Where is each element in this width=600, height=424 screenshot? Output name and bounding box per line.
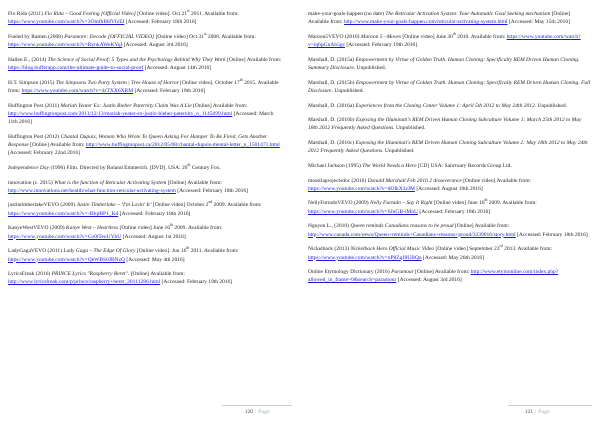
reference-link[interactable]: https://www.youtube.com/watch?v=3OmfhBHVIzEI xyxy=(8,19,125,26)
reference-author-year: KanyeWestVEVO (2009) xyxy=(8,225,66,232)
ordinal-suffix: nd xyxy=(208,200,213,205)
reference-detail: . Unpublished. xyxy=(382,148,415,155)
reference-title: Nickelback Hero Official Music Video xyxy=(350,246,435,253)
reference-title: Paramore: Decode [OFFICIAL VIDEO] xyxy=(64,33,155,40)
reference-detail: [CD] USA: Sanctuary Records Group Ltd. xyxy=(416,162,512,169)
right-page xyxy=(300,0,600,424)
reference-link[interactable]: https://www.youtube.com/watch?v=nP8ZqJ8UBQo xyxy=(308,254,422,261)
ordinal-suffix: th xyxy=(187,163,191,168)
reference-detail: 2009. Available from: xyxy=(173,225,223,232)
reference-accessed: [Accessed: August 10th 2016] xyxy=(414,185,483,192)
reference-author-year: mosstlaprojectsdoc (2016) xyxy=(308,177,368,184)
footer-separator: | xyxy=(254,409,257,415)
reference-detail: 2015. Available from: xyxy=(8,79,279,94)
reference-accessed: [Accessed: May 15th 2016] xyxy=(507,19,570,26)
reference-detail: [Online] Available from: xyxy=(453,223,510,230)
reference-detail: [Online] Available from: xyxy=(166,179,222,186)
reference-title: Flo Rida – Good Feeling [Official Video] xyxy=(44,11,136,17)
reference-author-year: Huffington Post (2012) xyxy=(8,133,61,140)
reference-link[interactable]: https://www.youtube.com/watch?v=-BIqtBP1_Kd xyxy=(8,210,119,217)
reference-entry xyxy=(308,10,592,27)
reference-accessed: [Accessed: February 18th 2016] xyxy=(175,187,248,194)
reference-accessed: [Accessed: February 19th 2016] xyxy=(160,279,233,286)
reference-link[interactable]: http://www.lyricsfreak.com/p/prince/raspberry+beret_20111286.html xyxy=(8,279,161,286)
reference-author-year: LadyGagaVEVO (2011) xyxy=(8,248,64,255)
reference-detail: [Online video] June 16 xyxy=(432,200,485,207)
reference-accessed: [Accessed: February 18th 2016] xyxy=(515,231,588,238)
reference-detail: Century Fox. xyxy=(190,164,221,171)
reference-title: Empowerment by Virtue of Golden Truth. Human Cloning: Specifically REM Driven Human Cloning. Summary Disclosure xyxy=(308,56,580,72)
reference-entry xyxy=(308,245,592,262)
reference-link[interactable]: https://www.youtube.com/watch?v=Co0tTeuUYbU xyxy=(8,233,122,240)
reference-detail: [Online] Available from: xyxy=(413,269,471,276)
reference-entry xyxy=(308,33,592,50)
reference-title: Experiences from the Cloning Center Volume 1: April 5th 2012 to May 24th 2012 xyxy=(355,102,535,109)
reference-accessed: [Accessed: February 22nd 2016] xyxy=(8,150,80,157)
page-number: 121 xyxy=(524,409,533,415)
reference-detail: . Unpublished. xyxy=(534,102,567,109)
reference-entry xyxy=(8,79,284,96)
reference-link[interactable]: http://www.huffingtonpost.com/2011/12/13/mariah-yeater-ex-justin-bieber-paternity_n_1145699.html xyxy=(8,110,233,117)
reference-entry xyxy=(8,164,284,172)
reference-accessed: [Accessed: February 18th 2016] xyxy=(124,19,197,26)
reference-entry xyxy=(308,56,592,73)
page-footer-right xyxy=(525,409,550,415)
reference-accessed: [Accessed: March 11th 2016] xyxy=(8,110,274,126)
page-label: Page xyxy=(258,409,270,415)
reference-link[interactable]: https://www.youtube.com/watch?v=dOlkX3zJM xyxy=(308,185,415,192)
reference-title: Chantal Dupuis, Woman Who Wrote To Queen Asking For Hamper To Be Fired, Gets Another Response xyxy=(8,133,268,149)
reference-link[interactable]: https://www.youtube.com/watch?v=QeWBS0JBNzQ xyxy=(8,256,126,263)
reference-link[interactable]: http://www.canada.com/news/Queen+reminds+Canadians+reasons+proud/3239016/story.html xyxy=(308,231,516,238)
reference-entry xyxy=(8,56,284,73)
reference-detail: . Unpublished. xyxy=(393,125,426,132)
reference-accessed: [Accessed: February 18th 2016] xyxy=(417,208,491,215)
reference-author-year: Nguyen L., (2010) xyxy=(308,223,351,230)
reference-entry xyxy=(308,116,592,133)
ordinal-suffix: th xyxy=(239,77,243,82)
reference-entry xyxy=(8,270,284,287)
left-reference-list xyxy=(8,10,284,293)
reference-link[interactable]: https://www.youtube.com/watch?v=4zTXX6XRM xyxy=(21,87,134,94)
reference-entry xyxy=(308,268,592,285)
reference-link[interactable]: http://www.etymonline.com/index.php?allowed_in_frame=0&search=paramour xyxy=(308,269,559,284)
reference-detail: [Online video] September 23 xyxy=(434,246,500,253)
reference-title: Empowerment by Virtue of Golden Truth. Human Cloning: Specifically REM Driven Human Cloning. Full Disclosure xyxy=(308,79,591,94)
reference-detail: [Online video]. Jun 16 xyxy=(135,248,187,255)
reference-detail: [Online] Available from: xyxy=(225,56,282,63)
footer-rule xyxy=(222,405,292,406)
reference-accessed: [Accessed: August 3rd 2016] xyxy=(122,42,188,49)
ordinal-suffix: st xyxy=(187,9,190,14)
page-number: 120 xyxy=(244,409,253,415)
footer-rule xyxy=(508,405,592,406)
reference-detail: 2010. Available from: xyxy=(455,33,507,40)
reference-detail: [Online] Available from: xyxy=(28,142,86,149)
reference-link[interactable]: https://www.youtube.com/watch?v=6JnGB-iMnU xyxy=(308,208,418,215)
ordinal-suffix: rd xyxy=(499,244,503,249)
reference-entry xyxy=(8,224,284,241)
reference-detail: . Unpublished. xyxy=(331,87,364,94)
ordinal-suffix: th xyxy=(484,198,488,203)
reference-entry xyxy=(308,222,592,239)
reference-entry xyxy=(308,162,592,170)
reference-link[interactable]: http://www.innovations.net/health/what-function-reticular-activating-system xyxy=(8,187,176,194)
reference-author-year: H.T. Simpson (2015) xyxy=(8,79,56,86)
reference-accessed: [Accessed: May 4th 2016] xyxy=(125,256,185,263)
reference-title: The World Needs a Hero xyxy=(362,162,417,169)
reference-author-year: NellyFurtadoVEVO (2009) xyxy=(308,200,371,207)
ordinal-suffix: th xyxy=(186,246,190,251)
reference-author-year: Flo Rida (2011) xyxy=(8,11,45,17)
reference-title: Mariah Yeater Ex: Justin Bieber Paternity Claim Was A Lie xyxy=(60,102,192,109)
reference-accessed: [Accessed: May 26th 2016] xyxy=(421,254,484,261)
reference-detail: . [Online] Available from: xyxy=(127,271,185,278)
reference-detail: 2011. Available from: xyxy=(189,248,239,255)
reference-title: Donald Marshall Feb 2016 2 disseverance xyxy=(367,177,462,184)
reference-author-year: LyricsFreak (2016) xyxy=(8,271,52,278)
reference-title: Nelly Furtado – Say It Right xyxy=(370,200,433,207)
reference-detail: [Online] Available from: xyxy=(308,11,571,26)
reference-title: The Reticular Activation System: Your Automatic Goal Seeking mechanism xyxy=(385,11,551,17)
reference-title: Lady Gaga – The Edge Of Glory xyxy=(63,248,136,255)
reference-detail: [Online video] Oct 31 xyxy=(154,33,204,40)
reference-detail: [Online video] June 30 xyxy=(400,33,453,40)
reference-detail: [Online video]. October 17 xyxy=(178,79,240,86)
reference-link[interactable]: http://www.huffingtonpost.ca/2012/05/08/chantal-dupuis-mental-letter_n_1501471.html xyxy=(85,142,280,149)
reference-author-year: Marshall, D. (2016b) xyxy=(308,117,356,124)
reference-title: PRINCE Lyrics "Raspberry Beret" xyxy=(51,271,128,278)
reference-title: What is the function of Reticular Activating System xyxy=(54,179,167,186)
page-footer-left xyxy=(245,409,270,415)
reference-link[interactable]: https://www.youtube.com/watch?v=RvnkAWeKYqI xyxy=(8,42,123,49)
reference-author-year: Marshall, D. (2016a) xyxy=(308,102,356,109)
reference-link[interactable]: https://www.youtube.com/watch?v=iq6pGnAb5gc xyxy=(308,33,581,49)
reference-entry xyxy=(8,133,284,158)
reference-detail: 2009. Available from: xyxy=(487,200,537,207)
reference-detail: [Online video] June 16 xyxy=(118,225,171,232)
reference-author-year: Maroon5VEVO (2010) xyxy=(308,33,361,40)
reference-title: Kanye West – Heartless xyxy=(65,225,119,232)
reference-entry xyxy=(8,33,284,50)
reference-link[interactable]: http://www.make-your-goals-happen.com/reticular-activating-system.html xyxy=(343,19,508,26)
reference-author-year: justintimberlakeVEVO (2009) xyxy=(8,202,77,209)
reference-accessed: [Accessed: August 14th 2016] xyxy=(143,65,212,72)
reference-detail: [Online video] October 2 xyxy=(151,202,209,209)
reference-title: The Science of Social Proof: 5 Types and the Psychology Behind Why They Work xyxy=(47,56,226,63)
reference-title: Paramour xyxy=(391,269,414,276)
reference-accessed: [Accessed: August 3rd 2016] xyxy=(396,277,462,284)
reference-link[interactable]: https://blog.bufferapp.com/the-ultimate-guide-to-social-proof xyxy=(8,65,144,72)
reference-author-year: Marshall, D. (2016c) xyxy=(308,140,356,147)
reference-author-year: Michael Jackson (1995) xyxy=(308,162,363,169)
reference-detail: . Unpublished. xyxy=(353,65,387,72)
reference-detail: [Online] Available from: xyxy=(191,102,248,109)
ordinal-suffix: th xyxy=(170,223,174,228)
reference-author-year: Nickelback (2013) xyxy=(308,246,351,253)
reference-detail: 2008. Available from: xyxy=(206,33,256,40)
reference-detail: 2009. Available from: xyxy=(212,202,262,209)
reference-title: The Simpsons Two Party System | Tree House of Horror xyxy=(55,79,179,86)
reference-entry xyxy=(8,201,284,218)
reference-entry xyxy=(8,102,284,127)
reference-accessed: [Accessed: February 18th 2016] xyxy=(118,210,191,217)
page-label: Page xyxy=(538,409,550,415)
reference-entry xyxy=(8,247,284,264)
reference-title: Exposing the Illuminati's REM Driven Human Cloning Subculture Volume 1: March 25th 2012 to May 18th 2012 Frequently Asked Questions xyxy=(308,117,582,132)
ordinal-suffix: th xyxy=(452,32,456,37)
reference-entry xyxy=(308,199,592,216)
reference-author-year: make-your-goals-happen (no date) xyxy=(308,11,386,17)
reference-entry xyxy=(308,139,592,156)
reference-detail: 2011. Available from: xyxy=(189,11,239,17)
reference-detail: 2013. Available from: xyxy=(502,246,553,253)
reference-accessed: [Accessed: August 1st 2016] xyxy=(121,233,186,240)
reference-title: Queen reminds Canadians reasons to be proud xyxy=(350,223,454,230)
reference-author-year: Hallen E., (2014) xyxy=(8,56,48,63)
reference-entry xyxy=(8,10,284,27)
right-reference-list xyxy=(308,10,592,291)
reference-author-year: Huffington Post (2011) xyxy=(8,102,61,109)
footer-separator: | xyxy=(534,409,537,415)
reference-author-year: Marshall, D. (2015b) xyxy=(308,79,356,86)
reference-title: Independence Day xyxy=(8,164,50,171)
reference-title: Justin Timberlake – ‘I'm Lovin' It’ xyxy=(76,202,152,209)
reference-author-year: Online Etymology Dictionary (2016) xyxy=(308,269,392,276)
reference-detail: (1996) Film. Directed by Roland Emmerich. [DVD]. USA: 20 xyxy=(49,164,188,171)
reference-title: Exposing the Illuminati's REM Driven Human Cloning Subculture Volume 2: May 18th 2012 to May 24th 2012 Frequently Asked Questions xyxy=(308,140,588,155)
reference-detail: [Online video] Available from: xyxy=(461,177,532,184)
reference-author-year: innovation (c. 2015) xyxy=(8,179,55,186)
ordinal-suffix: st xyxy=(203,32,207,37)
reference-detail: [Online video]. Oct 21 xyxy=(135,11,188,17)
reference-entry xyxy=(308,102,592,110)
reference-entry xyxy=(8,179,284,196)
reference-author-year: Fueled by Ramen (2008) xyxy=(8,33,65,40)
reference-author-year: Marshall, D. (2015a) xyxy=(308,56,356,63)
reference-title: Maroon 5 –Moves xyxy=(360,33,401,40)
reference-entry xyxy=(308,177,592,194)
reference-accessed: [Accessed: February 18th 2016] xyxy=(133,87,206,94)
reference-accessed: [Accessed: February 19th 2016] xyxy=(345,42,418,49)
reference-entry xyxy=(308,79,592,96)
